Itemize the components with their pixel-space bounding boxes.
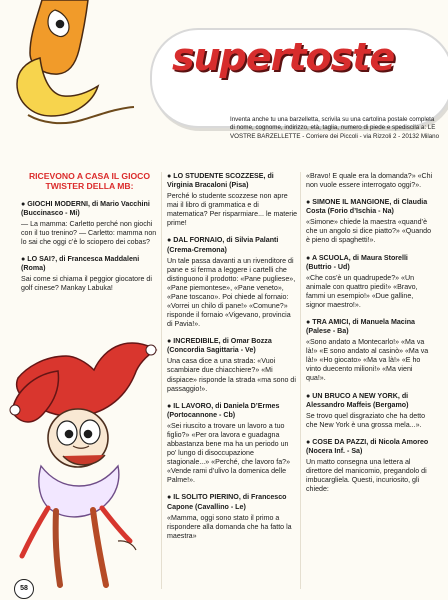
joke-title: ● GIOCHI MODERNI, di Mario Vacchini (Buccinasco - Mi): [21, 199, 150, 217]
joke-text: — La mamma: Carletto perché non giochi con il tuo trenino? — Carletto: mamma non lo sai che oggi c’è lo sciopero dei cobas?: [21, 219, 157, 247]
joke-text: «Bravo! E quale era la domanda?» «Chi non vuole essere interrogato oggi?».: [306, 172, 433, 190]
page-number: 58: [14, 579, 34, 599]
column-divider: [300, 172, 301, 589]
joke-text: Un tale passa davanti a un rivenditore di pane e si ferma a leggere i cartelli che distinguono il prodotto: «Pane pugliese», «Pane piemontese», «Pane veneto», «Pane toscano». Poi chiede al fornaio: «Vorrei un chilo di pane!» «Comune?» risponde il fornaio «Vigevano, provincia di Pavia!».: [167, 256, 296, 329]
section-heading: RICEVONO A CASA IL GIOCO TWISTER DELLA MB:: [28, 171, 151, 191]
joke-entry: [306, 172, 434, 190]
joke-title: ● LO SAI?, di Francesca Maddaleni (Roma): [21, 255, 140, 273]
joke-title: ● TRA AMICI, di Manuela Macina (Palese - Ba): [306, 318, 415, 336]
joke-text: «Che cos’è un quadrupede?» «Un animale con quattro piedi!» «Bravo, fammi un esempio!» «Due galline, signor maestro!».: [306, 273, 418, 309]
joke-entry: [167, 337, 298, 393]
joke-text: «Sei riuscito a trovare un lavoro a tuo figlio?» «Per ora lavora e guadagna abbastanza bene ma ha un periodo un po’ lungo di disoccupazione stagionale...» «Perché, che lavoro fa?» «Vende rami d’ulivo la domenica delle Palme!».: [167, 421, 291, 485]
joke-entry: [167, 493, 298, 540]
joke-entry: [21, 200, 158, 247]
joke-text: Se trovo quel disgraziato che ha detto che New York è una grossa mela...».: [306, 411, 426, 429]
joke-text: Un matto consegna una lettera al direttore del manicomio, pregandolo di imbucargliela. Questi, incuriosito, gli chiede:: [306, 458, 427, 494]
joke-title: ● COSE DA PAZZI, di Nicola Amoreo (Nocera Inf. - Sa): [306, 437, 429, 455]
middle-column: [167, 172, 298, 549]
joke-text: Sai come si chiama il peggior giocatore di golf cinese? Mankay Labuka!: [21, 275, 152, 293]
joke-title: ● A SCUOLA, di Maura Storelli (Buttrio - Ud): [306, 253, 408, 271]
joke-title: ● DAL FORNAIO, di Silvia Palanti (Crema-Cremona): [167, 236, 279, 254]
joke-entry: [306, 318, 434, 384]
left-column: [21, 172, 158, 301]
joke-entry: [21, 255, 158, 293]
joke-title: ● IL LAVORO, di Daniela D’Ermes (Portocannone - Cb): [167, 401, 280, 419]
joke-text: «Simone» chiede la maestra «quand’è che un angolo si dice piatto?» «Quando è pieno di spaghetti!».: [306, 218, 432, 245]
submission-instructions: Inventa anche tu una barzelletta, scrivila su una cartolina postale completa di nome, cognome, indirizzo, età, taglia, numero di piede e spediscila a: LE VOSTRE BARZELLETTE - Corriere dei Piccoli - via Rizzoli 2 - 20132 Milano: [230, 116, 440, 140]
joke-entry: [167, 236, 298, 329]
page-title: supertoste: [172, 35, 395, 79]
joke-title: ● UN BRUCO A NEW YORK, di Alessandro Maffeis (Bergamo): [306, 391, 409, 409]
joke-entry: [306, 438, 434, 494]
joke-text: «Sono andato a Montecarlo!» «Ma va là!» «E sono andato al casinò» «Ma va là!» «Ho giocato» «Ma va là!» «E ho vinto duecento milioni!» «Ma vieni qua!».: [306, 338, 429, 383]
joke-entry: [306, 254, 434, 310]
joke-entry: [167, 172, 298, 228]
joke-text: «Mamma, oggi sono stato il primo a rispondere alla domanda che ha fatto la maestra»: [167, 513, 292, 540]
joke-entry: [306, 392, 434, 430]
column-divider: [161, 172, 162, 589]
joke-title: ● IL SOLITO PIERINO, di Francesco Capone (Cavallino - Le): [167, 493, 287, 511]
joke-entry: [167, 402, 298, 486]
joke-text: Perché lo studente scozzese non apre mai il libro di grammatica e di matematica? Per risparmiare... le materie prime!: [167, 192, 298, 228]
joke-text: Una casa dice a una strada: «Vuoi scambiare due chiacchiere?» «Mi dispiace» risponde la strada «ma sono di passaggio!».: [167, 357, 296, 393]
joke-title: ● SIMONE IL MANGIONE, di Claudia Costa (Forio d’Ischia - Na): [306, 198, 428, 216]
joke-title: ● INCREDIBILE, di Omar Bozza (Concordia Sagittaria - Ve): [167, 337, 272, 355]
joke-title: ● LO STUDENTE SCOZZESE, di Virginia Bracaloni (Pisa): [167, 172, 274, 190]
right-column: [306, 172, 434, 502]
joke-entry: [306, 198, 434, 245]
